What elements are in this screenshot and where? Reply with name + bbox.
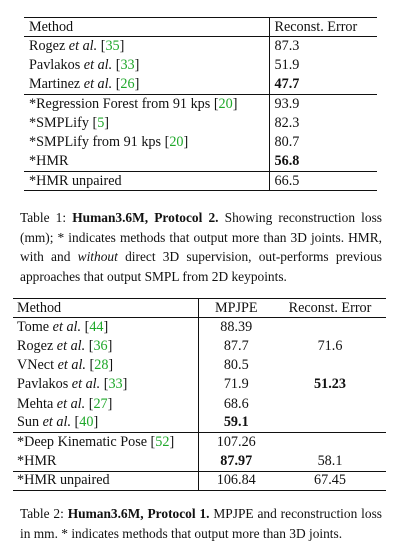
reconst-error-cell: 71.6 (317, 337, 343, 354)
table-row (24, 56, 377, 75)
column-header-reconst-error: Reconst. Error (269, 18, 377, 37)
reconst-error-cell: 51.9 (269, 56, 377, 75)
citation-link[interactable]: 40 (79, 414, 94, 431)
mpjpe-cell: 71.9 (198, 375, 274, 394)
method-cell: *Deep Kinematic Pose [52] (17, 434, 175, 451)
mpjpe-cell: 88.39 (198, 318, 274, 337)
citation-link[interactable]: 33 (108, 376, 123, 393)
method-cell: *SMPLify from 91 kps [20] (29, 134, 189, 151)
method-cell: Mehta et al. [27] (17, 395, 113, 412)
citation-link[interactable]: 27 (93, 395, 108, 412)
column-header-mpjpe: MPJPE (198, 299, 274, 318)
method-cell: VNect et al. [28] (17, 357, 114, 374)
table-row (13, 356, 386, 375)
reconst-error-cell (269, 75, 377, 94)
table-row (24, 114, 377, 133)
mpjpe-cell (198, 452, 274, 471)
reconst-error-cell: 80.7 (269, 133, 377, 152)
reconst-error-cell (274, 394, 386, 413)
best-value: 47.7 (274, 76, 300, 93)
reconst-error-cell: 93.9 (269, 95, 377, 114)
method-cell: Pavlakos et al. [33] (17, 376, 128, 393)
reconst-error-cell (274, 356, 386, 375)
table-header-row (24, 18, 377, 37)
table-2-caption: Table 2: Human3.6M, Protocol 1. MPJPE and reconstruction loss in mm. * indicates methods that output more than 3D joints. (20, 506, 382, 541)
table-row (13, 414, 386, 433)
caption-title: Human3.6M, Protocol 1. (67, 506, 210, 521)
results-table-protocol-2 (24, 17, 377, 191)
method-cell: Sun et al. [40] (17, 414, 99, 431)
reconst-error-cell: 66.5 (269, 172, 377, 191)
table-row (13, 337, 386, 356)
results-table-protocol-1 (13, 298, 386, 491)
method-cell: Tome et al. [44] (17, 319, 109, 336)
reconst-error-cell (274, 414, 386, 433)
table-row (13, 394, 386, 413)
mpjpe-cell: 107.26 (198, 433, 274, 452)
table-row (24, 95, 377, 114)
method-cell: *Regression Forest from 91 kps [20] (29, 95, 238, 112)
reconst-error-cell: 82.3 (269, 114, 377, 133)
mpjpe-cell: 80.5 (198, 356, 274, 375)
citation-link[interactable]: 44 (89, 319, 104, 336)
method-cell: Pavlakos et al. [33] (29, 57, 140, 74)
table-row (24, 152, 377, 171)
citation-link[interactable]: 33 (120, 57, 135, 74)
method-cell: *SMPLify [5] (29, 114, 110, 131)
table-row (13, 433, 386, 452)
table-row (24, 133, 377, 152)
method-cell: *HMR unpaired (17, 472, 110, 489)
mpjpe-cell (198, 414, 274, 433)
method-cell: Rogez et al. [35] (29, 38, 125, 55)
best-value: 87.97 (220, 452, 253, 469)
table-row (13, 471, 386, 490)
column-header-method: Method (17, 299, 62, 316)
table-header-row (13, 299, 386, 318)
citation-link[interactable]: 28 (94, 357, 109, 374)
caption-title: Human3.6M, Protocol 2. (72, 210, 219, 225)
method-cell: *HMR unpaired (29, 172, 122, 189)
citation-link[interactable]: 26 (120, 76, 135, 93)
method-cell: Martinez et al. [26] (29, 76, 140, 93)
table-row (13, 375, 386, 394)
citation-link[interactable]: 20 (218, 95, 233, 112)
mpjpe-cell: 106.84 (198, 471, 274, 490)
citation-link[interactable]: 35 (105, 38, 120, 55)
reconst-error-cell (274, 318, 386, 337)
table-row (24, 37, 377, 56)
citation-link[interactable]: 36 (93, 337, 108, 354)
citation-link[interactable]: 5 (97, 114, 105, 131)
citation-link[interactable]: 20 (169, 134, 184, 151)
table-row (13, 452, 386, 471)
reconst-error-cell: 67.45 (314, 472, 346, 489)
best-value: 56.8 (274, 153, 300, 170)
method-cell: *HMR (17, 452, 57, 469)
mpjpe-cell: 68.6 (198, 394, 274, 413)
column-header-method: Method (29, 18, 74, 35)
reconst-error-cell (269, 152, 377, 171)
mpjpe-cell: 87.7 (198, 337, 274, 356)
best-value: 51.23 (314, 376, 346, 393)
table-row (24, 75, 377, 94)
table-row (24, 172, 377, 191)
method-cell: Rogez et al. [36] (17, 337, 113, 354)
reconst-error-cell (274, 433, 386, 452)
column-header-reconst-error: Reconst. Error (288, 299, 372, 316)
method-cell: *HMR (29, 153, 69, 170)
reconst-error-cell (274, 375, 386, 394)
citation-link[interactable]: 52 (155, 434, 170, 451)
reconst-error-cell: 58.1 (317, 452, 343, 469)
best-value: 59.1 (223, 414, 249, 431)
table-1-caption: Table 1: Human3.6M, Protocol 2. Showing reconstruction loss (mm); * indicates methods that output more than 3D joints. HMR, with and without direct 3D supervision, out-performs previous approaches that output SMPL from 2D keypoints. (20, 210, 383, 284)
reconst-error-cell: 87.3 (269, 37, 377, 56)
table-row (13, 318, 386, 337)
